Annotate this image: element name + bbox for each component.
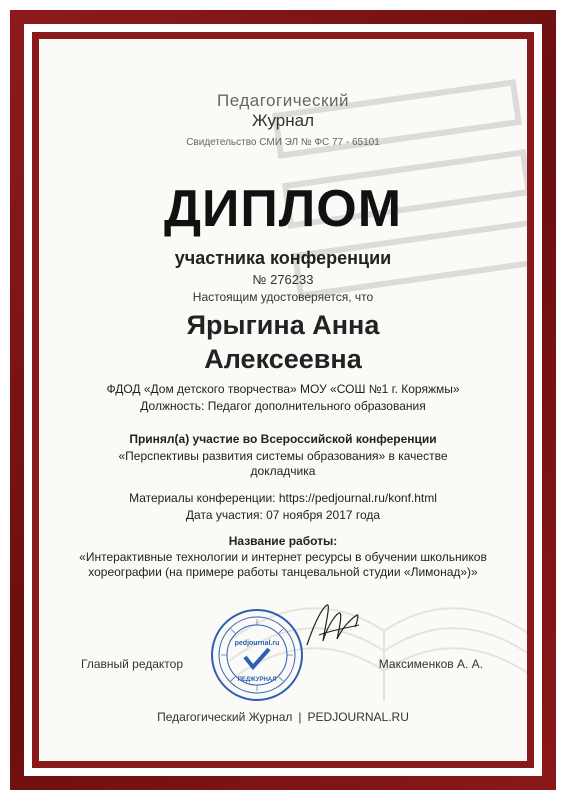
work-title: «Интерактивные технологии и интернет ресурсы в обучении школьников хореографии (на примере работы танцевальной студии «Лимонад»)» <box>79 550 487 579</box>
diploma-title: ДИПЛОМ <box>163 180 403 238</box>
organization: ФДОД «Дом детского творчества» МОУ «СОШ №1 г. Коряжмы» <box>106 382 460 396</box>
footer-website: PEDJOURNAL.RU <box>307 710 409 724</box>
signature-icon <box>299 597 369 657</box>
seal-center-text: pedjournal.ru <box>234 640 280 647</box>
stamp-seal-icon <box>209 607 305 703</box>
footer-journal-name: Педагогический Журнал <box>157 710 293 724</box>
diploma-paper <box>39 39 527 761</box>
journal-name-line2: Журнал <box>251 111 315 130</box>
diploma-subtitle: участника конференции <box>174 248 392 268</box>
intro-text: Настоящим удостоверяется, что <box>192 290 374 304</box>
media-certificate: Свидетельство СМИ ЭЛ № ФС 77 - 65101 <box>186 137 380 148</box>
recipient-name-line1: Ярыгина Анна <box>186 310 380 340</box>
participation-text: Принял(а) участие во Всероссийской конференции <box>129 432 437 446</box>
seal-bottom-text: ПЕДЖУРНАЛ <box>237 677 277 683</box>
position: Должность: Педагог дополнительного образования <box>140 399 426 413</box>
editor-label: Главный редактор <box>81 657 184 671</box>
work-heading: Название работы: <box>228 534 338 548</box>
journal-name-line1: Педагогический <box>217 91 349 110</box>
diploma-number: № 276233 <box>252 272 314 287</box>
footer-separator: | <box>298 710 302 724</box>
conference-name: «Перспективы развития системы образования» в качестве докладчика <box>118 449 448 478</box>
footer <box>39 710 527 724</box>
editor-name: Максименков А. А. <box>378 657 483 671</box>
participation-date: Дата участия: 07 ноября 2017 года <box>185 508 381 522</box>
conference-materials: Материалы конференции: https://pedjournal.ru/konf.html <box>129 491 437 505</box>
recipient-name-line2: Алексеевна <box>204 344 362 374</box>
